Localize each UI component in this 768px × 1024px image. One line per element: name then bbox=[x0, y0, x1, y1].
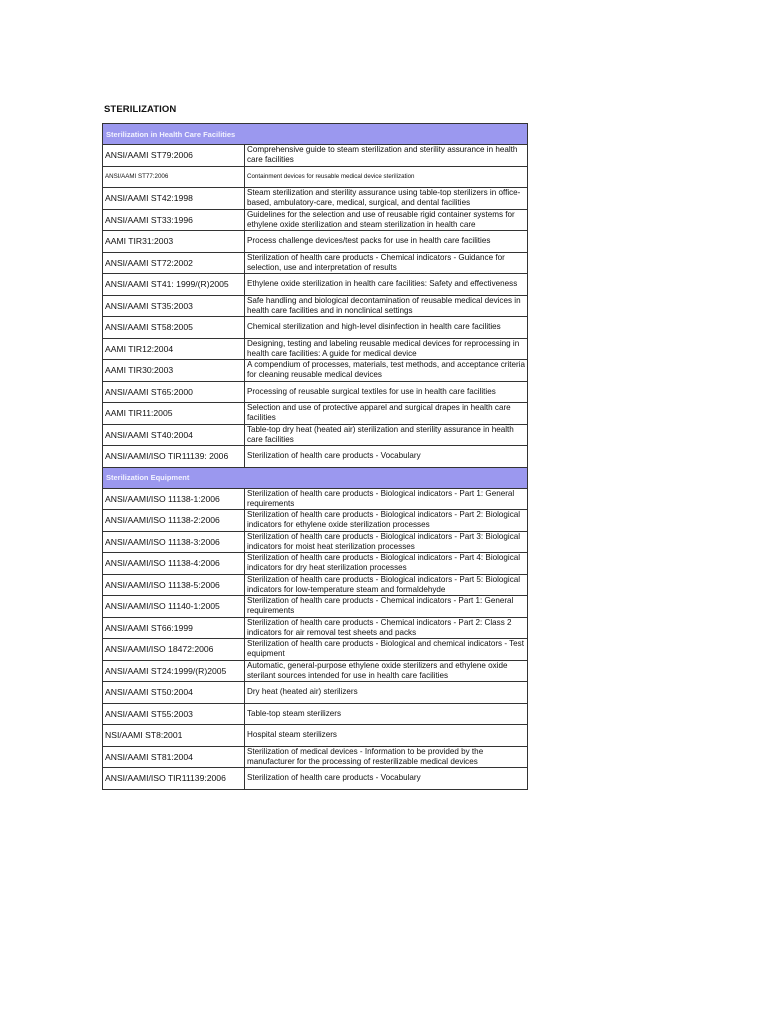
standard-description-cell: Containment devices for reusable medical device sterilization bbox=[245, 166, 528, 188]
standard-code-cell: ANSI/AAMI/ISO 11138-3:2006 bbox=[103, 531, 245, 553]
standard-description-cell: Sterilization of health care products - Biological indicators - Part 4: Biological indicators for dry heat sterilization processes bbox=[245, 553, 528, 575]
standard-code-cell: ANSI/AAMI ST81:2004 bbox=[103, 746, 245, 768]
section-heading: Sterilization Equipment bbox=[103, 467, 528, 488]
standard-code-cell: ANSI/AAMI ST58:2005 bbox=[103, 317, 245, 339]
standard-description-cell: Dry heat (heated air) sterilizers bbox=[245, 682, 528, 704]
standard-description-cell: Steam sterilization and sterility assurance using table-top sterilizers in office-based, ambulatory-care, medical, surgical, and dental facilities bbox=[245, 188, 528, 210]
standard-code-cell: ANSI/AAMI ST41: 1999/(R)2005 bbox=[103, 274, 245, 296]
standard-description-cell: Table-top dry heat (heated air) sterilization and sterility assurance in health care facilities bbox=[245, 424, 528, 446]
table-row bbox=[103, 188, 528, 210]
standard-code-cell: ANSI/AAMI/ISO 18472:2006 bbox=[103, 639, 245, 661]
standard-description-cell: Sterilization of medical devices - Information to be provided by the manufacturer for the processing of resterilizable medical devices bbox=[245, 746, 528, 768]
standard-description-cell: Sterilization of health care products - Biological indicators - Part 1: General requirements bbox=[245, 488, 528, 510]
table-row bbox=[103, 531, 528, 553]
table-row bbox=[103, 209, 528, 231]
standard-code-cell: ANSI/AAMI ST77:2006 bbox=[103, 166, 245, 188]
standard-code-cell: ANSI/AAMI ST55:2003 bbox=[103, 703, 245, 725]
standard-code-cell: AAMI TIR11:2005 bbox=[103, 403, 245, 425]
table-row bbox=[103, 231, 528, 253]
standard-code-cell: NSI/AAMI ST8:2001 bbox=[103, 725, 245, 747]
standard-code-cell: ANSI/AAMI ST42:1998 bbox=[103, 188, 245, 210]
table-row bbox=[103, 252, 528, 274]
standard-description-cell: Table-top steam sterilizers bbox=[245, 703, 528, 725]
table-row bbox=[103, 317, 528, 339]
standard-description-cell: Sterilization of health care products - Biological indicators - Part 3: Biological indicators for moist heat sterilization processes bbox=[245, 531, 528, 553]
table-row bbox=[103, 768, 528, 790]
standard-description-cell: Sterilization of health care products - Chemical indicators - Part 1: General requirements bbox=[245, 596, 528, 618]
standard-description-cell: Processing of reusable surgical textiles for use in health care facilities bbox=[245, 381, 528, 403]
standard-code-cell: AAMI TIR31:2003 bbox=[103, 231, 245, 253]
standard-description-cell: Selection and use of protective apparel and surgical drapes in health care facilities bbox=[245, 403, 528, 425]
standard-description-cell: Chemical sterilization and high-level disinfection in health care facilities bbox=[245, 317, 528, 339]
table-row bbox=[103, 574, 528, 596]
table-row bbox=[103, 682, 528, 704]
standard-code-cell: ANSI/AAMI ST65:2000 bbox=[103, 381, 245, 403]
standard-description-cell: Guidelines for the selection and use of reusable rigid container systems for ethylene oxide sterilization and steam sterilization in health care bbox=[245, 209, 528, 231]
standards-table bbox=[102, 123, 528, 790]
standard-code-cell: AAMI TIR12:2004 bbox=[103, 338, 245, 360]
standards-table-body bbox=[103, 124, 528, 790]
standard-code-cell: ANSI/AAMI ST66:1999 bbox=[103, 617, 245, 639]
standard-code-cell: ANSI/AAMI ST72:2002 bbox=[103, 252, 245, 274]
standard-description-cell: Safe handling and biological decontamination of reusable medical devices in health care facilities and in nonclinical settings bbox=[245, 295, 528, 317]
standard-description-cell: Designing, testing and labeling reusable medical devices for reprocessing in health care facilities: A guide for medical device bbox=[245, 338, 528, 360]
table-row bbox=[103, 725, 528, 747]
table-row bbox=[103, 145, 528, 167]
standard-code-cell: ANSI/AAMI/ISO 11138-5:2006 bbox=[103, 574, 245, 596]
standard-code-cell: ANSI/AAMI/ISO 11140-1:2005 bbox=[103, 596, 245, 618]
standard-code-cell: ANSI/AAMI/ISO 11138-4:2006 bbox=[103, 553, 245, 575]
table-row bbox=[103, 381, 528, 403]
standard-description-cell: Hospital steam sterilizers bbox=[245, 725, 528, 747]
table-row bbox=[103, 295, 528, 317]
standard-code-cell: ANSI/AAMI/ISO TIR11139:2006 bbox=[103, 768, 245, 790]
table-row bbox=[103, 338, 528, 360]
standard-code-cell: ANSI/AAMI ST50:2004 bbox=[103, 682, 245, 704]
table-row bbox=[103, 274, 528, 296]
standard-description-cell: Sterilization of health care products - Biological indicators - Part 2: Biological indicators for ethylene oxide sterilization processes bbox=[245, 510, 528, 532]
table-row bbox=[103, 403, 528, 425]
page-title: STERILIZATION bbox=[104, 104, 177, 115]
standard-code-cell: ANSI/AAMI/ISO 11138-2:2006 bbox=[103, 510, 245, 532]
standard-description-cell: Ethylene oxide sterilization in health care facilities: Safety and effectiveness bbox=[245, 274, 528, 296]
table-row bbox=[103, 746, 528, 768]
standard-description-cell: Sterilization of health care products - Vocabulary bbox=[245, 446, 528, 468]
section-header-row bbox=[103, 467, 528, 488]
table-row bbox=[103, 488, 528, 510]
standard-code-cell: AAMI TIR30:2003 bbox=[103, 360, 245, 382]
standard-description-cell: Sterilization of health care products - Chemical indicators - Part 2: Class 2 indicators for air removal test sheets and packs bbox=[245, 617, 528, 639]
standard-description-cell: Automatic, general-purpose ethylene oxide sterilizers and ethylene oxide sterilant sources intended for use in health care facilities bbox=[245, 660, 528, 682]
table-row bbox=[103, 166, 528, 188]
section-heading: Sterilization in Health Care Facilities bbox=[103, 124, 528, 145]
standard-description-cell: Sterilization of health care products - Biological and chemical indicators - Test equipment bbox=[245, 639, 528, 661]
standard-code-cell: ANSI/AAMI ST24:1999/(R)2005 bbox=[103, 660, 245, 682]
standard-code-cell: ANSI/AAMI ST35:2003 bbox=[103, 295, 245, 317]
standard-code-cell: ANSI/AAMI ST79:2006 bbox=[103, 145, 245, 167]
table-row bbox=[103, 553, 528, 575]
standard-description-cell: Comprehensive guide to steam sterilization and sterility assurance in health care facilities bbox=[245, 145, 528, 167]
table-row bbox=[103, 424, 528, 446]
table-row bbox=[103, 617, 528, 639]
standard-code-cell: ANSI/AAMI/ISO 11138-1:2006 bbox=[103, 488, 245, 510]
standard-description-cell: Sterilization of health care products - Vocabulary bbox=[245, 768, 528, 790]
standard-code-cell: ANSI/AAMI ST33:1996 bbox=[103, 209, 245, 231]
standard-description-cell: A compendium of processes, materials, test methods, and acceptance criteria for cleaning reusable medical devices bbox=[245, 360, 528, 382]
section-header-row bbox=[103, 124, 528, 145]
table-row bbox=[103, 639, 528, 661]
table-row bbox=[103, 510, 528, 532]
standard-code-cell: ANSI/AAMI/ISO TIR11139: 2006 bbox=[103, 446, 245, 468]
table-row bbox=[103, 660, 528, 682]
table-row bbox=[103, 446, 528, 468]
standard-description-cell: Sterilization of health care products - Chemical indicators - Guidance for selection, use and interpretation of results bbox=[245, 252, 528, 274]
standard-code-cell: ANSI/AAMI ST40:2004 bbox=[103, 424, 245, 446]
table-row bbox=[103, 360, 528, 382]
standard-description-cell: Sterilization of health care products - Biological indicators - Part 5: Biological indicators for low-temperature steam and formaldehyde bbox=[245, 574, 528, 596]
standard-description-cell: Process challenge devices/test packs for use in health care facilities bbox=[245, 231, 528, 253]
table-row bbox=[103, 596, 528, 618]
table-row bbox=[103, 703, 528, 725]
